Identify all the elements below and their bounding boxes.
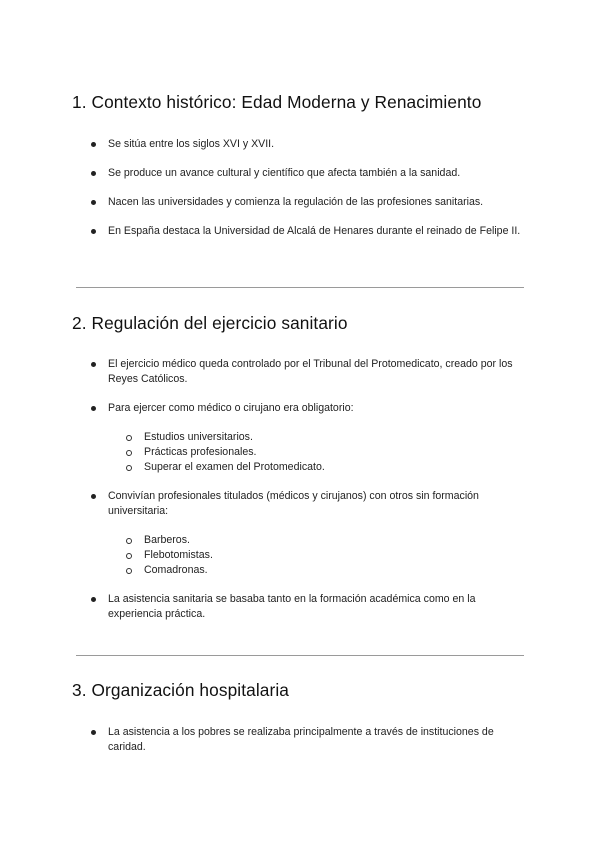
list-item: La asistencia sanitaria se basaba tanto en la formación académica como en la experiencia práctica. xyxy=(88,592,528,622)
list-item: Se produce un avance cultural y científico que afecta también a la sanidad. xyxy=(88,166,528,181)
section-1-heading: 1. Contexto histórico: Edad Moderna y Renacimiento xyxy=(72,92,482,112)
list-item-text: Para ejercer como médico o cirujano era obligatorio: xyxy=(108,402,354,414)
section-2-heading: 2. Regulación del ejercicio sanitario xyxy=(72,313,348,333)
sublist-item: Barberos. xyxy=(124,533,528,548)
list-item-text: Convivían profesionales titulados (médicos y cirujanos) con otros sin formación universitaria: xyxy=(108,490,479,517)
sublist xyxy=(124,430,528,475)
list-item: En España destaca la Universidad de Alcalá de Henares durante el reinado de Felipe II. xyxy=(88,224,528,239)
list-item xyxy=(88,489,528,578)
section-3-heading: 3. Organización hospitalaria xyxy=(72,680,290,700)
list-item: Nacen las universidades y comienza la regulación de las profesiones sanitarias. xyxy=(88,195,528,210)
list-item: La asistencia a los pobres se realizaba principalmente a través de instituciones de caridad. xyxy=(88,725,528,755)
list-item xyxy=(88,401,528,475)
sublist xyxy=(124,533,528,578)
sublist-item: Prácticas profesionales. xyxy=(124,445,528,460)
section-2-list xyxy=(88,357,528,636)
sublist-item: Flebotomistas. xyxy=(124,548,528,563)
list-item: El ejercicio médico queda controlado por el Tribunal del Protomedicato, creado por los Reyes Católicos. xyxy=(88,357,528,387)
list-item: Se sitúa entre los siglos XVI y XVII. xyxy=(88,137,528,152)
sublist-item: Superar el examen del Protomedicato. xyxy=(124,460,528,475)
sublist-item: Comadronas. xyxy=(124,563,528,578)
section-1-list xyxy=(88,137,528,253)
section-divider xyxy=(76,655,524,656)
section-3-list xyxy=(88,725,528,769)
sublist-item: Estudios universitarios. xyxy=(124,430,528,445)
section-divider xyxy=(76,287,524,288)
